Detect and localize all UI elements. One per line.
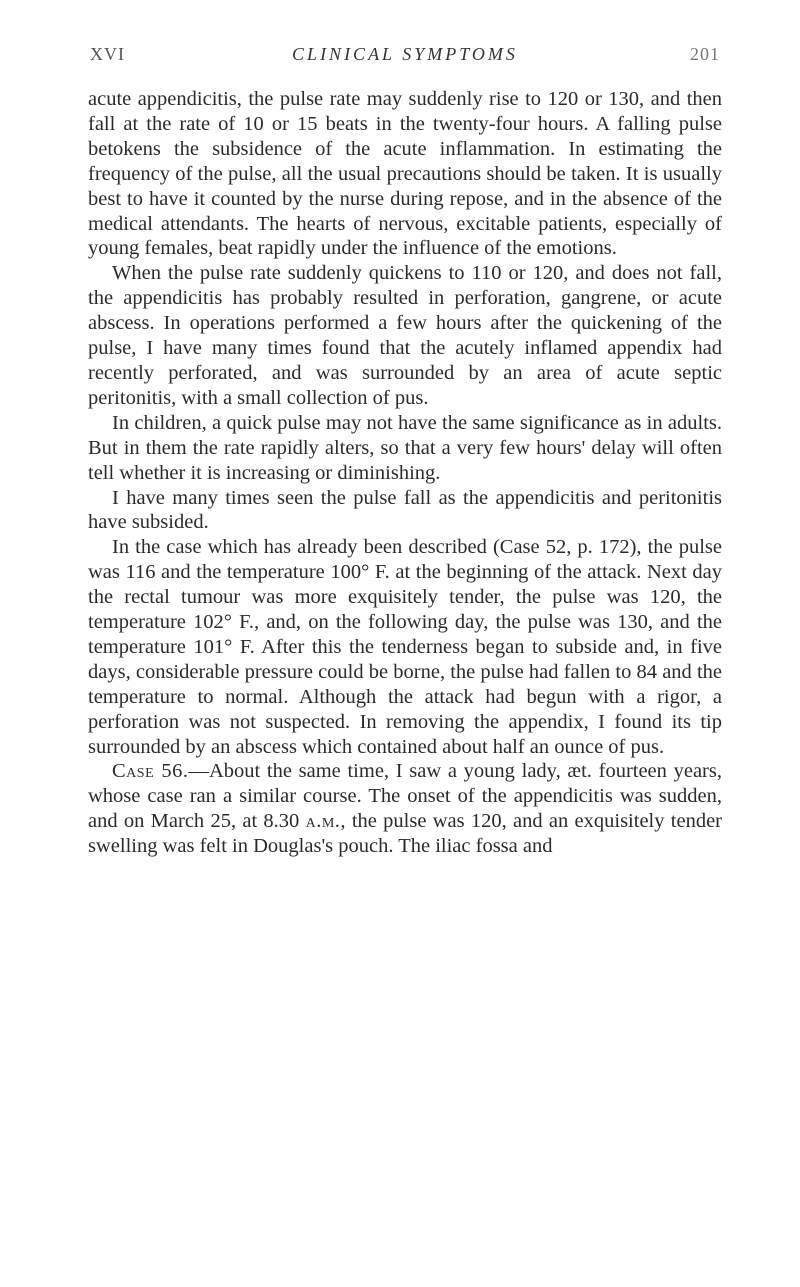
chapter-title: CLINICAL SYMPTOMS <box>292 44 518 64</box>
paragraph-3: In children, a quick pulse may not have the same significance as in adults. But in them the rate rapidly alters, so that a very few hours' delay will often tell whether it is increasing or diminishing. <box>88 411 722 484</box>
chapter-number: XVI <box>90 44 125 64</box>
paragraph-2: When the pulse rate suddenly quickens to 110 or 120, and does not fall, the appendicitis has probably resulted in perforation, gangrene, or acute abscess. In operations performed a few hours after the quickening of the pulse, I have many times found that the acutely inflamed appendix had recently perforated, and was surrounded by an area of acute septic peritonitis, with a small collection of pus. <box>88 262 722 409</box>
case-text: —About the same time, I saw a young lady, æt. fourteen years, whose case ran a similar course. The onset of the appendicitis was sudden, and on March 25, at 8.30 <box>88 760 722 833</box>
case-text-2: , the pulse was 120, and an exquisitely tender swelling was felt in Douglas's pouch. The iliac fossa and <box>88 810 722 858</box>
paragraph-case-56 <box>88 759 722 859</box>
body-text <box>88 87 722 859</box>
page-number: 201 <box>690 44 720 64</box>
paragraph-5: In the case which has already been described (Case 52, p. 172), the pulse was 116 and the temperature 100° F. at the beginning of the attack. Next day the rectal tumour was more exquisitely tender, the pulse was 120, the temperature 102° F., and, on the following day, the pulse was 130, and the temperature 101° F. After this the tenderness began to subside and, in five days, considerable pressure could be borne, the pulse had fallen to 84 and the temperature to normal. Although the attack had begun with a rigor, a perforation was not suspected. In removing the appendix, I found its tip surrounded by an abscess which contained about half an ounce of pus. <box>88 536 722 758</box>
paragraph-1: acute appendicitis, the pulse rate may suddenly rise to 120 or 130, and then fall at the rate of 10 or 15 beats in the twenty-four hours. A falling pulse betokens the subsidence of the acute inflammation. In estimating the frequency of the pulse, all the usual precautions should be taken. It is usually best to have it counted by the nurse during repose, and in the absence of the medical attendants. The hearts of nervous, excitable patients, especially of young females, beat rapidly under the influence of the emotions. <box>88 88 722 260</box>
case-time-suffix: a.m. <box>305 810 341 833</box>
running-head <box>90 44 720 70</box>
case-label: Case 56. <box>112 760 189 783</box>
paragraph-4: I have many times seen the pulse fall as the appendicitis and peritonitis have subsided. <box>88 486 722 534</box>
